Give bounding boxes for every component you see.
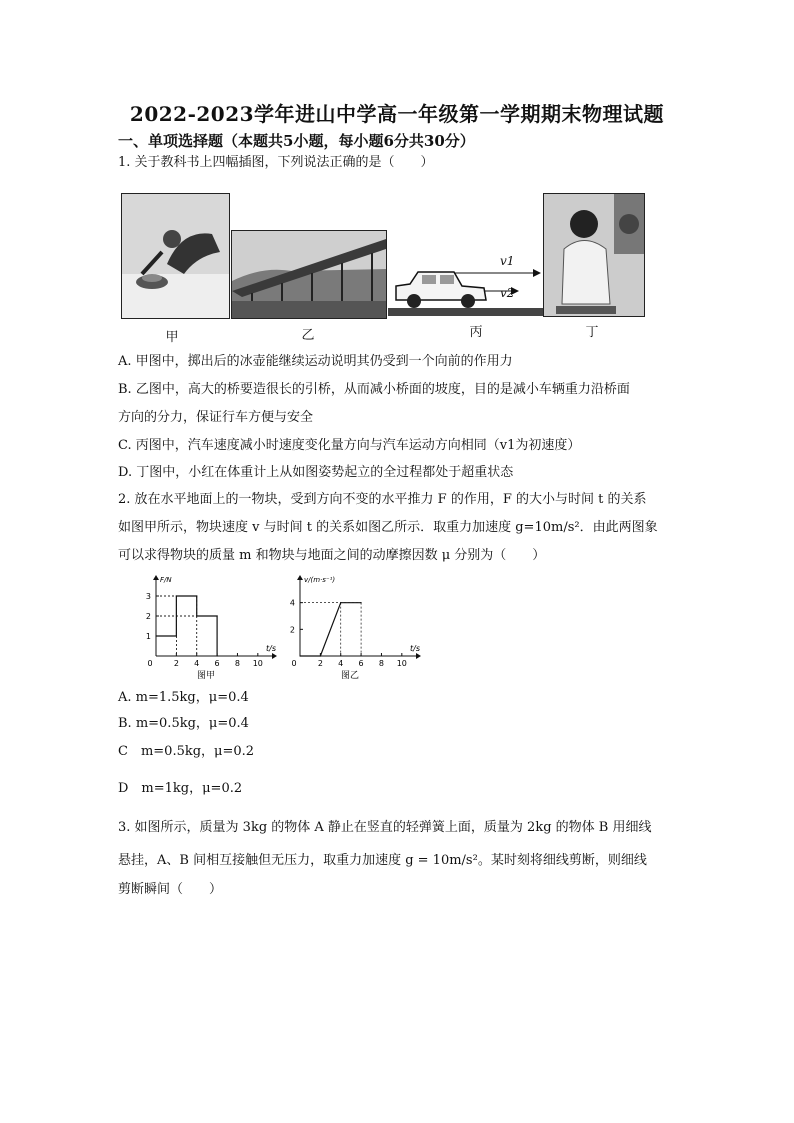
velocity-chart-y-tick-label: 4 <box>289 598 295 608</box>
force-chart-y-label: F/N <box>160 576 172 584</box>
velocity-chart-x-tick-label: 10 <box>396 659 407 668</box>
force-chart-data-point <box>216 615 217 616</box>
q1-option-b-line2: 方向的分力，保证行车方便与安全 <box>118 410 314 425</box>
chart-velocity-time <box>282 572 422 680</box>
force-chart-x-tick-label: 2 <box>173 659 179 668</box>
force-chart-x-tick-label: 8 <box>234 659 241 668</box>
velocity-chart-data-point <box>320 655 321 656</box>
force-chart-data-point <box>176 595 177 596</box>
q2-option-a: A. m=1.5kg，μ=0.4 <box>118 690 249 705</box>
caption-jia: 甲 <box>165 330 179 345</box>
velocity-chart-x-tick-label: 4 <box>338 659 344 668</box>
velocity-chart-x-label: t/s <box>410 644 420 653</box>
velocity-chart-x-tick-label: 8 <box>378 659 385 668</box>
q3-stem-line2: 悬挂，A、B 间相互接触但无压力，取重力加速度 g = 10m/s²。某时刻将细线剪断，则细线 <box>118 853 647 868</box>
q1-stem: 1. 关于教科书上四幅插图，下列说法正确的是（ ） <box>118 155 434 170</box>
force-chart-x-tick-label: 4 <box>194 659 200 668</box>
force-chart-x-tick-label: 10 <box>252 659 263 668</box>
velocity-chart-x-tick-label: 2 <box>317 659 323 668</box>
caption-yi: 乙 <box>301 328 315 343</box>
velocity-chart-y-tick-label: 2 <box>289 625 295 635</box>
q2-option-d: D m=1kg，μ=0.2 <box>118 781 243 796</box>
q2-option-c: C m=0.5kg，μ=0.2 <box>118 744 255 759</box>
q2-stem-line1: 2. 放在水平地面上的一物块，受到方向不变的水平推力 F 的作用，F 的大小与时间 t 的关系 <box>118 492 647 507</box>
force-chart-data-point <box>216 655 217 656</box>
velocity-chart-series-line <box>300 603 361 656</box>
force-chart-data-point <box>176 635 177 636</box>
velocity-chart-data-point <box>299 655 300 656</box>
force-chart-data-point <box>155 635 156 636</box>
velocity-chart-x-tick-label: 6 <box>358 659 364 668</box>
chart-force-time <box>138 572 278 680</box>
section-heading: 一、单项选择题（本题共5小题，每小题6分共30分） <box>118 132 475 150</box>
force-chart-x-tick-label: 0 <box>147 659 153 668</box>
q3-stem-line1: 3. 如图所示，质量为 3kg 的物体 A 静止在竖直的轻弹簧上面，质量为 2kg 的物体 B 用细线 <box>118 820 652 835</box>
force-chart-x-arrow <box>272 653 277 659</box>
force-chart-series-line <box>156 596 217 656</box>
velocity-chart-x-tick-label: 0 <box>291 659 297 668</box>
q1-option-b-line1: B. 乙图中，高大的桥要造很长的引桥，从而减小桥面的坡度，目的是减小车辆重力沿桥面 <box>118 382 630 397</box>
caption-ding: 丁 <box>585 325 599 340</box>
photo-scale <box>543 193 645 317</box>
photo-curling <box>121 193 230 319</box>
q1-option-d: D. 丁图中，小红在体重计上从如图姿势起立的全过程都处于超重状态 <box>118 465 514 480</box>
velocity-chart-y-label: v/(m·s⁻¹) <box>304 576 336 584</box>
q2-stem-line3: 可以求得物块的质量 m 和物块与地面之间的动摩擦因数 μ 分别为（ ） <box>118 548 546 563</box>
force-chart-y-arrow <box>153 575 159 580</box>
label-v1: v1 <box>500 254 515 268</box>
q2-stem-line2: 如图甲所示，物块速度 v 与时间 t 的关系如图乙所示．取重力加速度 g=10m/s²．由此两图象 <box>118 520 658 535</box>
figure-car <box>388 248 543 318</box>
force-chart-x-label: t/s <box>266 644 276 653</box>
velocity-chart-data-point <box>360 602 361 603</box>
force-chart-data-point <box>196 615 197 616</box>
force-chart-y-tick-label: 3 <box>145 592 151 601</box>
page-title: 2022-2023学年进山中学高一年级第一学期期末物理试题 <box>129 102 665 126</box>
photo-bridge <box>231 230 387 319</box>
force-chart-y-tick-label: 2 <box>145 612 151 621</box>
caption-bing: 丙 <box>469 325 483 340</box>
q3-stem-line3: 剪断瞬间（ ） <box>118 882 223 897</box>
force-chart-x-tick-label: 6 <box>214 659 220 668</box>
q2-option-b: B. m=0.5kg，μ=0.4 <box>118 716 249 731</box>
velocity-chart-y-arrow <box>297 575 303 580</box>
q1-option-a: A. 甲图中，掷出后的冰壶能继续运动说明其仍受到一个向前的作用力 <box>118 354 513 369</box>
force-chart-data-point <box>196 595 197 596</box>
label-v2: v2 <box>500 286 515 300</box>
force-chart-y-tick-label: 1 <box>145 632 151 641</box>
force-chart-title: 图甲 <box>196 671 216 680</box>
velocity-chart-x-arrow <box>416 653 421 659</box>
velocity-chart-title: 图乙 <box>340 671 360 680</box>
q1-option-c: C. 丙图中，汽车速度减小时速度变化量方向与汽车运动方向相同（v1为初速度） <box>118 438 581 453</box>
velocity-chart-data-point <box>340 602 341 603</box>
